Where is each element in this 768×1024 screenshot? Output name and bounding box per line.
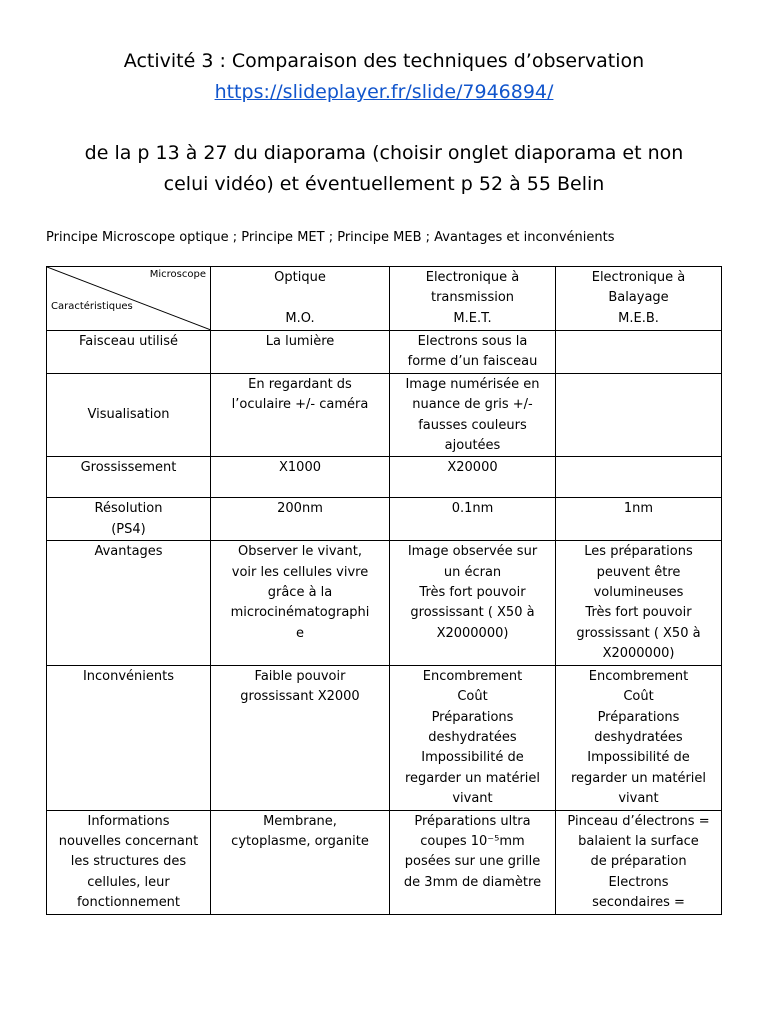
table-cell: Préparations ultra coupes 10⁻⁵mm posées sur une grille de 3mm de diamètre — [390, 810, 556, 914]
column-header-optique: Optique M.O. — [211, 267, 390, 331]
table-row — [47, 457, 722, 498]
column-header-met: Electronique à transmission M.E.T. — [390, 267, 556, 331]
table-cell — [556, 373, 722, 457]
table-cell: La lumière — [211, 331, 390, 374]
row-label-informations: Informations nouvelles concernant les structures des cellules, leur fonctionnement — [47, 810, 211, 914]
column-header-meb: Electronique à Balayage M.E.B. — [556, 267, 722, 331]
table-cell: Electrons sous la forme d’un faisceau — [390, 331, 556, 374]
page-title: Activité 3 : Comparaison des techniques d’observation — [123, 50, 645, 72]
topics-line: Principe Microscope optique ; Principe MET ; Principe MEB ; Avantages et inconvénients — [46, 230, 615, 245]
row-label-visualisation: Visualisation — [47, 373, 211, 457]
corner-label-caracteristiques: Caractéristiques — [51, 301, 133, 312]
table-cell: Observer le vivant, voir les cellules vivre grâce à la microcinématographi e — [211, 541, 390, 665]
table-cell: Les préparations peuvent être volumineuses Très fort pouvoir grossissant ( X50 à X2000000) — [556, 541, 722, 665]
table-cell: 200nm — [211, 498, 390, 541]
source-line-2: celui vidéo) et éventuellement p 52 à 55 Belin — [163, 173, 605, 195]
table-cell: 1nm — [556, 498, 722, 541]
source-line-1: de la p 13 à 27 du diaporama (choisir onglet diaporama et non — [84, 142, 684, 164]
table-row — [47, 810, 722, 914]
table-cell: En regardant ds l’oculaire +/- caméra — [211, 373, 390, 457]
row-label-avantages: Avantages — [47, 541, 211, 665]
table-cell: Encombrement Coût Préparations deshydratées Impossibilité de regarder un matériel vivant — [390, 665, 556, 810]
table-cell: X20000 — [390, 457, 556, 498]
table-cell: Encombrement Coût Préparations deshydratées Impossibilité de regarder un matériel vivant — [556, 665, 722, 810]
row-label-resolution: Résolution (PS4) — [47, 498, 211, 541]
row-label-grossissement: Grossissement — [47, 457, 211, 498]
source-instructions — [0, 138, 768, 200]
slideplayer-link[interactable]: https://slideplayer.fr/slide/7946894/ — [214, 81, 554, 103]
table-cell: Membrane, cytoplasme, organite — [211, 810, 390, 914]
table-cell: X1000 — [211, 457, 390, 498]
table-row — [47, 373, 722, 457]
comparison-table — [46, 266, 722, 915]
corner-cell — [47, 267, 211, 331]
row-label-faisceau: Faisceau utilisé — [47, 331, 211, 374]
table-cell: Pinceau d’électrons = balaient la surface de préparation Electrons secondaires = — [556, 810, 722, 914]
table-row — [47, 331, 722, 374]
table-header-row — [47, 267, 722, 331]
table-row — [47, 498, 722, 541]
table-cell: Faible pouvoir grossissant X2000 — [211, 665, 390, 810]
table-cell: Image numérisée en nuance de gris +/- fausses couleurs ajoutées — [390, 373, 556, 457]
table-cell: Image observée sur un écran Très fort pouvoir grossissant ( X50 à X2000000) — [390, 541, 556, 665]
row-label-inconvenients: Inconvénients — [47, 665, 211, 810]
table-row — [47, 541, 722, 665]
table-row — [47, 665, 722, 810]
table-cell — [556, 457, 722, 498]
table-cell — [556, 331, 722, 374]
corner-label-microscope: Microscope — [149, 269, 206, 280]
table-cell: 0.1nm — [390, 498, 556, 541]
